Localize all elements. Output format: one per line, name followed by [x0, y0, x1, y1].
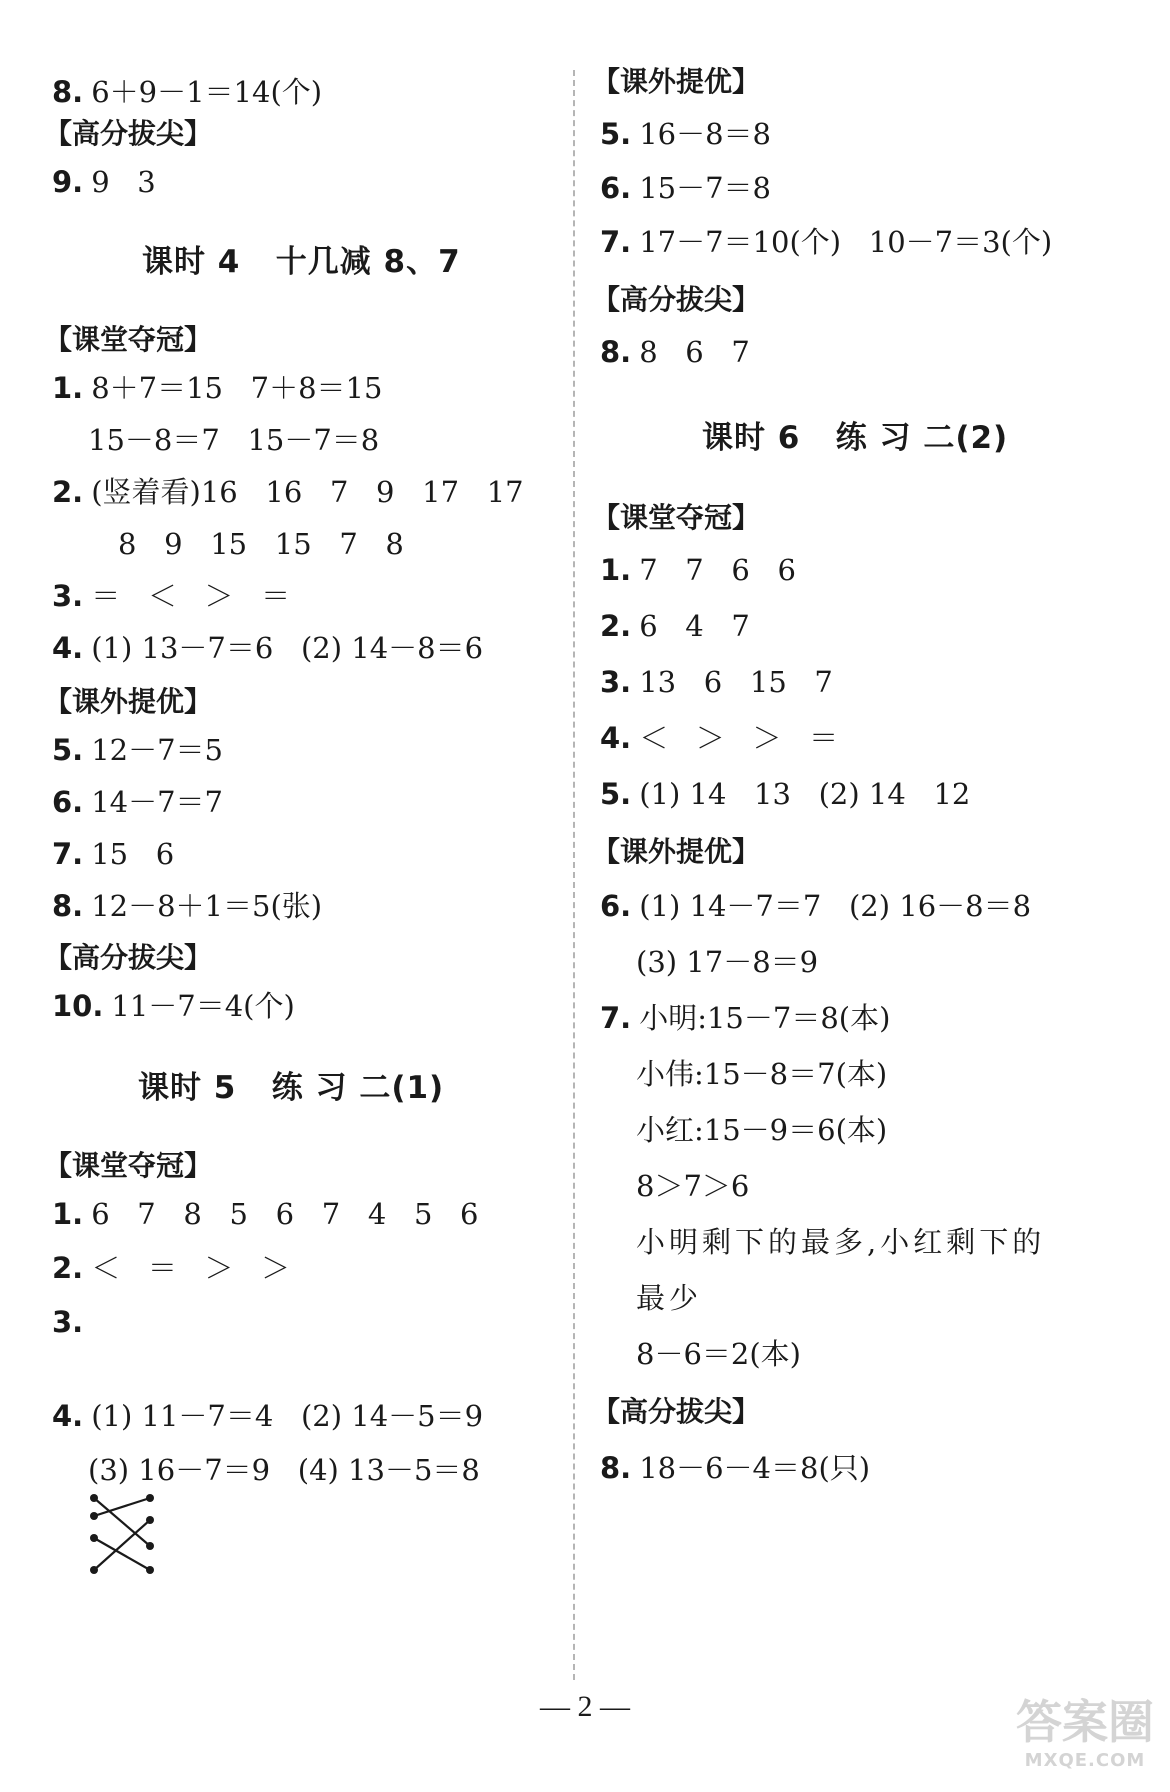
- section-tag: 【课堂夺冠】: [44, 1149, 213, 1182]
- answer-line-continued: 8－6＝2(本): [636, 1337, 801, 1371]
- section-tag: 【课堂夺冠】: [44, 323, 213, 356]
- answer-line: 5. (1) 14 13 (2) 14 12: [600, 777, 971, 811]
- answer-line: 2. ＜ ＝ ＞ ＞: [52, 1251, 291, 1285]
- section-tag: 【高分拔尖】: [592, 283, 761, 316]
- answer-line: 3. 13 6 15 7: [600, 665, 833, 699]
- answer-line: 3.: [52, 1305, 84, 1339]
- page-number: — 2 —: [540, 1690, 630, 1723]
- watermark-url: MXQE.COM: [1024, 1750, 1146, 1771]
- answer-line: 5. 12－7＝5: [52, 733, 224, 767]
- answer-line-continued: (3) 17－8＝9: [636, 945, 819, 979]
- answer-line: 6. 14－7＝7: [52, 785, 224, 819]
- answer-line: 7. 17－7＝10(个) 10－7＝3(个): [600, 225, 1053, 259]
- answer-line: 8. 18－6－4＝8(只): [600, 1451, 871, 1485]
- answer-line: 8. 8 6 7: [600, 335, 750, 369]
- watermark-text: 答案圈: [1016, 1695, 1154, 1749]
- answer-line: 7. 15 6: [52, 837, 175, 871]
- section-tag: 【课外提优】: [592, 65, 761, 98]
- section-tag: 【课堂夺冠】: [592, 501, 761, 534]
- answer-line-continued: 小伟:15－8＝7(本): [636, 1057, 888, 1091]
- answer-line-continued: 小红:15－9＝6(本): [636, 1113, 888, 1147]
- answer-line: 8. 12－8＋1＝5(张): [52, 889, 323, 923]
- lesson-heading: 课时 4 十几减 8、7: [142, 244, 461, 280]
- answer-line: 1. 8＋7＝15 7＋8＝15: [52, 371, 383, 405]
- answer-line: 7. 小明:15－7＝8(本): [600, 1001, 891, 1035]
- answer-line: 2. 6 4 7: [600, 609, 750, 643]
- answer-line: 3. ＝ ＜ ＞ ＝: [52, 579, 291, 613]
- section-tag: 【高分拔尖】: [44, 941, 213, 974]
- matching-lines-diagram: [90, 1490, 160, 1580]
- answer-line: 6. (1) 14－7＝7 (2) 16－8＝8: [600, 889, 1032, 923]
- answer-line-continued: 小明剩下的最多,小红剩下的: [636, 1225, 1046, 1259]
- section-tag: 【课外提优】: [44, 685, 213, 718]
- answer-line: 4. ＜ ＞ ＞ ＝: [600, 721, 839, 755]
- answer-line-continued: 8 9 15 15 7 8: [118, 527, 404, 561]
- lesson-heading: 课时 6 练 习 二(2): [702, 420, 1009, 456]
- watermark-logo: [1010, 1694, 1160, 1784]
- answer-line: 10. 11－7＝4(个): [52, 989, 295, 1023]
- column-divider: [573, 70, 575, 1680]
- section-tag: 【课外提优】: [592, 835, 761, 868]
- answer-line-continued: 8＞7＞6: [636, 1169, 750, 1203]
- answer-line: 8. 6＋9－1＝14(个): [52, 75, 323, 109]
- section-tag: 【高分拔尖】: [592, 1395, 761, 1428]
- answer-line: 1. 6 7 8 5 6 7 4 5 6: [52, 1197, 479, 1231]
- answer-line-continued: 最少: [636, 1281, 703, 1315]
- answer-line: 2. (竖着看)16 16 7 9 17 17: [52, 475, 524, 509]
- answer-line: 6. 15－7＝8: [600, 171, 772, 205]
- section-tag: 【高分拔尖】: [44, 117, 213, 150]
- answer-line: 4. (1) 11－7＝4 (2) 14－5＝9: [52, 1399, 484, 1433]
- answer-line: 9. 9 3: [52, 165, 156, 199]
- answer-line: 1. 7 7 6 6: [600, 553, 796, 587]
- lesson-heading: 课时 5 练 习 二(1): [138, 1070, 445, 1106]
- answer-line-continued: (3) 16－7＝9 (4) 13－5＝8: [88, 1453, 480, 1487]
- answer-line: 5. 16－8＝8: [600, 117, 772, 151]
- answer-line-continued: 15－8＝7 15－7＝8: [88, 423, 380, 457]
- answer-line: 4. (1) 13－7＝6 (2) 14－8＝6: [52, 631, 484, 665]
